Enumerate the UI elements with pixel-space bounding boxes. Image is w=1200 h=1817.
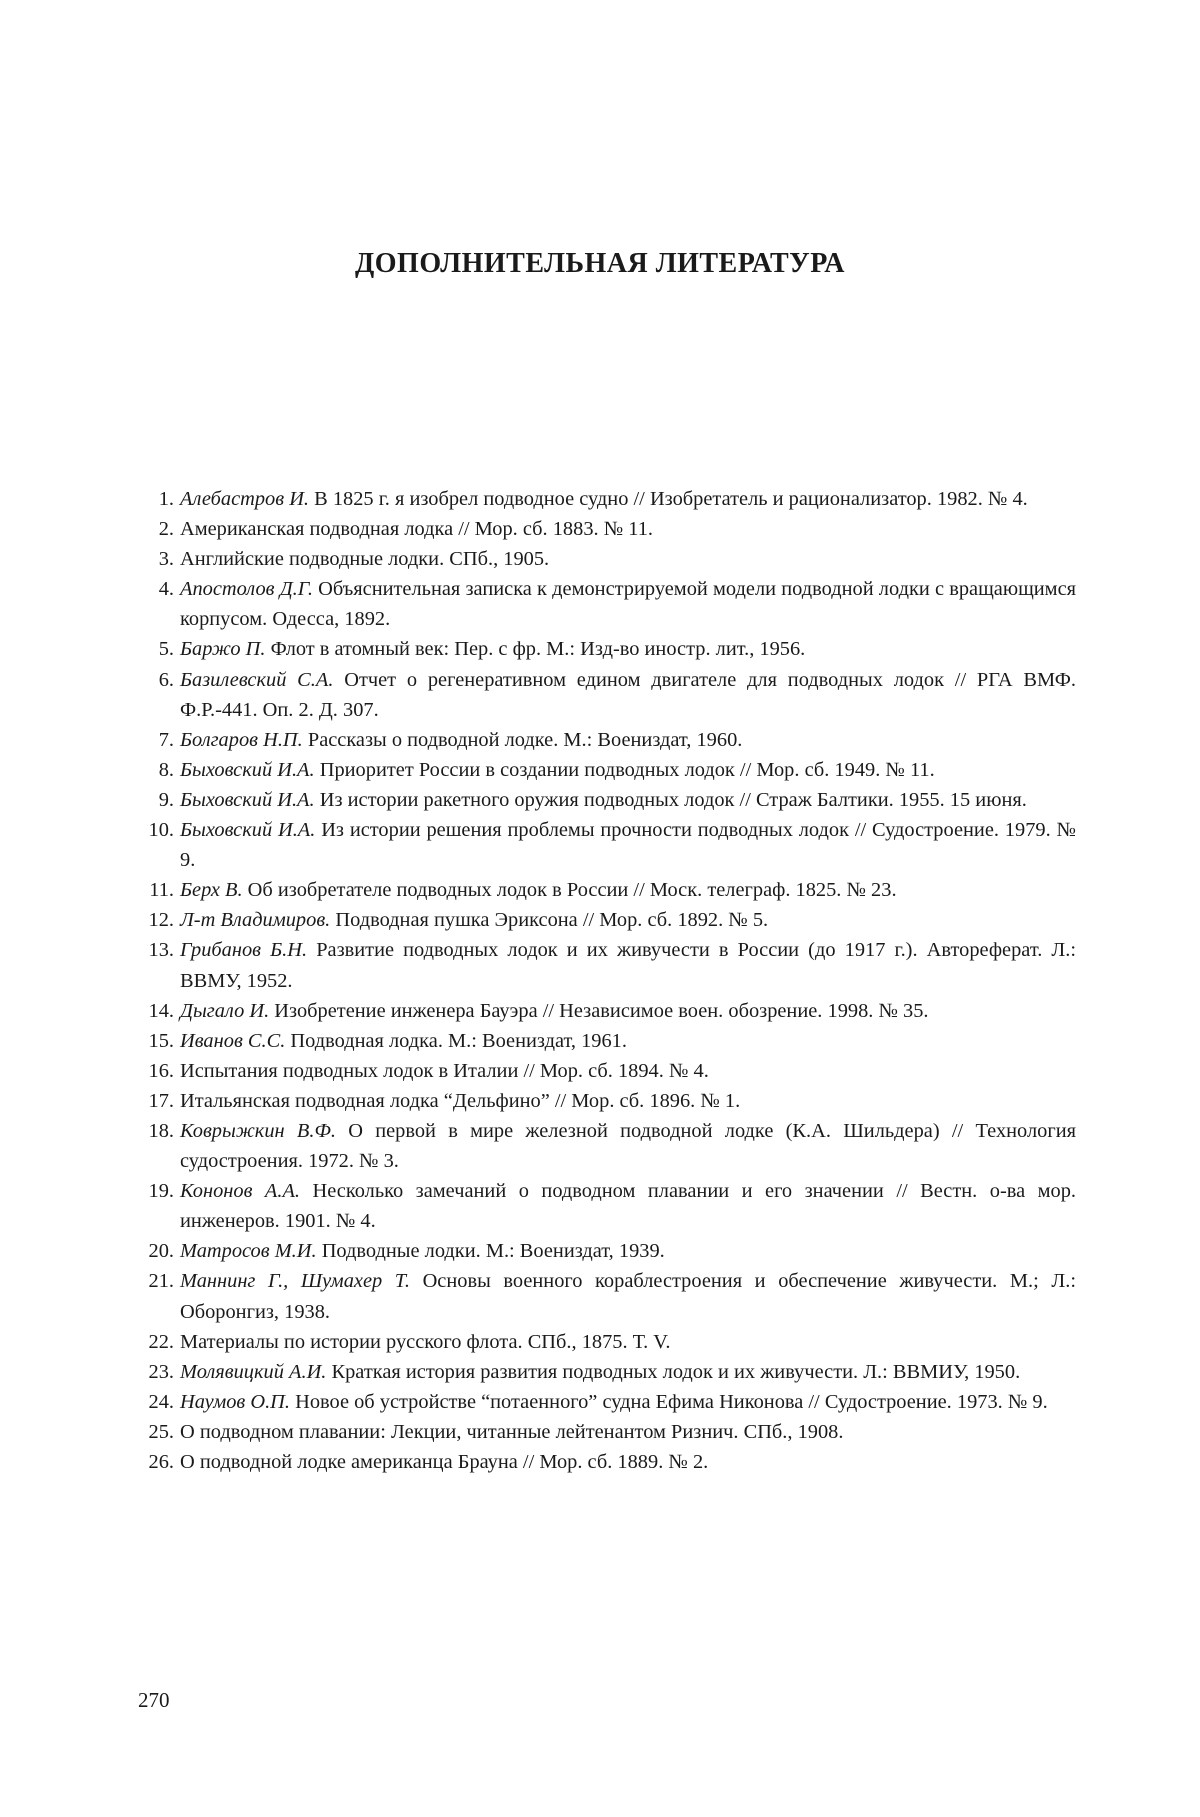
entry-author: Л-т Владимиров. <box>180 909 331 932</box>
entry-text <box>180 574 1076 634</box>
entry-description: О подводной лодке американца Брауна // Мор. сб. 1889. № 2. <box>180 1451 709 1473</box>
entry-description: Об изобретателе подводных лодок в России // Моск. телеграф. 1825. № 23. <box>242 879 897 902</box>
bibliography-entry <box>138 1026 1076 1056</box>
entry-number: 4. <box>158 578 174 601</box>
bibliography-entry <box>138 1357 1076 1387</box>
entry-description: Развитие подводных лодок и их живучести в России (до 1917 г.). Автореферат. Л.: ВВМУ, 1952. <box>180 939 1076 992</box>
bibliography-entry <box>138 785 1076 815</box>
bibliography-list <box>138 484 1076 1477</box>
entry-author: Маннинг Г., Шумахер Т. <box>180 1270 410 1293</box>
entry-description: Основы военного кораблестроения и обеспечение живучести. М.; Л.: Оборонгиз, 1938. <box>180 1270 1076 1323</box>
bibliography-entry <box>138 996 1076 1026</box>
entry-text <box>180 875 1076 905</box>
bibliography-entry <box>138 634 1076 664</box>
entry-number: 8. <box>158 758 174 781</box>
entry-number: 12. <box>148 909 174 932</box>
entry-text <box>180 1266 1076 1326</box>
entry-author: Молявицкий А.И. <box>180 1360 327 1383</box>
entry-description: Американская подводная лодка // Мор. сб. 1883. № 11. <box>180 518 653 541</box>
entry-text <box>180 514 1076 544</box>
entry-author: Иванов С.С. <box>180 1029 286 1052</box>
entry-number: 15. <box>148 1029 174 1052</box>
entry-number: 21. <box>148 1270 174 1293</box>
entry-number: 17. <box>148 1089 174 1112</box>
bibliography-entry <box>138 725 1076 755</box>
entry-number: 10. <box>148 819 174 842</box>
bibliography-entry <box>138 935 1076 995</box>
entry-text <box>180 1417 1076 1447</box>
entry-text <box>180 665 1076 725</box>
entry-description: Подводная лодка. М.: Воениздат, 1961. <box>285 1029 627 1052</box>
entry-description: Испытания подводных лодок в Италии // Мор. сб. 1894. № 4. <box>180 1059 709 1082</box>
entry-text <box>180 1236 1076 1266</box>
entry-description: Объяснительная записка к демонстрируемой модели подводной лодки с вращающимся корпусом. Одесса, 1892. <box>180 578 1077 631</box>
entry-description: Отчет о регенеративном едином двигателе для подводных лодок // РГА ВМФ. Ф.Р.-441. Оп. 2. Д. 307. <box>180 668 1077 721</box>
entry-author: Болгаров Н.П. <box>180 728 303 751</box>
entry-description: Рассказы о подводной лодке. М.: Воениздат, 1960. <box>302 728 743 751</box>
page-number: 270 <box>138 1688 170 1712</box>
entry-text <box>180 634 1076 664</box>
bibliography-entry <box>138 1116 1076 1176</box>
entry-number: 18. <box>148 1119 174 1142</box>
entry-text <box>180 1116 1076 1176</box>
entry-author: Дыгало И. <box>180 999 270 1022</box>
entry-text <box>180 755 1076 785</box>
entry-text <box>180 935 1076 995</box>
bibliography-entry <box>138 1086 1076 1116</box>
entry-text <box>180 1357 1076 1387</box>
entry-description: Изобретение инженера Бауэра // Независимое воен. обозрение. 1998. № 35. <box>269 999 929 1022</box>
entry-description: Из истории решения проблемы прочности подводных лодок // Судостроение. 1979. № 9. <box>180 819 1076 872</box>
bibliography-entry <box>138 755 1076 785</box>
entry-author: Базилевский С.А. <box>180 668 334 691</box>
entry-author: Баржо П. <box>180 638 266 661</box>
entry-description: Английские подводные лодки. СПб., 1905. <box>180 548 550 571</box>
entry-number: 22. <box>148 1330 174 1353</box>
entry-text <box>180 815 1076 875</box>
page-title: ДОПОЛНИТЕЛЬНАЯ ЛИТЕРАТУРА <box>355 248 845 279</box>
entry-text <box>180 785 1076 815</box>
entry-description: В 1825 г. я изобрел подводное судно // Изобретатель и рационализатор. 1982. № 4. <box>309 488 1028 510</box>
entry-number: 5. <box>158 638 174 661</box>
bibliography-entry <box>138 1236 1076 1266</box>
entry-number: 6. <box>158 668 174 691</box>
entry-author: Коврыжкин В.Ф. <box>180 1119 336 1142</box>
entry-number: 23. <box>148 1360 174 1383</box>
bibliography-entry <box>138 514 1076 544</box>
entry-number: 19. <box>148 1180 174 1203</box>
entry-text <box>180 1387 1076 1417</box>
entry-number: 1. <box>158 488 174 510</box>
entry-description: Итальянская подводная лодка “Дельфино” // Мор. сб. 1896. № 1. <box>180 1089 741 1112</box>
bibliography-entry <box>138 1266 1076 1326</box>
entry-description: Приоритет России в создании подводных лодок // Мор. сб. 1949. № 11. <box>314 758 935 781</box>
entry-text <box>180 725 1076 755</box>
entry-description: О подводном плавании: Лекции, читанные лейтенантом Ризнич. СПб., 1908. <box>180 1420 844 1443</box>
entry-number: 26. <box>148 1451 174 1473</box>
entry-number: 9. <box>158 788 174 811</box>
entry-description: Флот в атомный век: Пер. с фр. М.: Изд-во иностр. лит., 1956. <box>265 638 806 661</box>
entry-author: Быховский И.А. <box>180 819 316 842</box>
entry-number: 2. <box>158 518 174 541</box>
entry-number: 14. <box>148 999 174 1022</box>
bibliography-entry <box>138 1176 1076 1236</box>
entry-author: Быховский И.А. <box>180 758 315 781</box>
entry-author: Берх В. <box>180 879 243 902</box>
entry-description: Материалы по истории русского флота. СПб., 1875. Т. V. <box>180 1330 671 1353</box>
bibliography-entry <box>138 815 1076 875</box>
entry-number: 20. <box>148 1240 174 1263</box>
entry-text <box>180 484 1076 514</box>
entry-number: 11. <box>149 879 174 902</box>
entry-author: Грибанов Б.Н. <box>180 939 308 962</box>
entry-number: 25. <box>148 1420 174 1443</box>
bibliography-entry <box>138 1447 1076 1477</box>
entry-author: Кононов А.А. <box>180 1180 301 1203</box>
entry-text <box>180 1086 1076 1116</box>
entry-description: Подводная пушка Эриксона // Мор. сб. 1892. № 5. <box>330 909 769 932</box>
entry-number: 16. <box>148 1059 174 1082</box>
entry-number: 3. <box>158 548 174 571</box>
entry-text <box>180 544 1076 574</box>
entry-number: 13. <box>148 939 174 962</box>
entry-text <box>180 1176 1076 1236</box>
entry-text <box>180 905 1076 935</box>
entry-author: Алебастров И. <box>180 488 310 510</box>
bibliography-entry <box>138 665 1076 725</box>
entry-number: 7. <box>158 728 174 751</box>
bibliography-entry <box>138 484 1076 514</box>
entry-text <box>180 1447 1076 1477</box>
entry-description: Краткая история развития подводных лодок и их живучести. Л.: ВВМИУ, 1950. <box>326 1360 1021 1383</box>
entry-author: Быховский И.А. <box>180 788 315 811</box>
entry-number: 24. <box>148 1390 174 1413</box>
entry-description: Подводные лодки. М.: Воениздат, 1939. <box>316 1240 665 1263</box>
bibliography-entry <box>138 1387 1076 1417</box>
entry-author: Наумов О.П. <box>180 1390 290 1413</box>
bibliography-entry <box>138 1417 1076 1447</box>
entry-text <box>180 1026 1076 1056</box>
bibliography-entry <box>138 544 1076 574</box>
entry-text <box>180 1327 1076 1357</box>
bibliography-entry <box>138 875 1076 905</box>
bibliography-entry <box>138 1327 1076 1357</box>
entry-author: Апостолов Д.Г. <box>180 578 313 601</box>
bibliography-entry <box>138 574 1076 634</box>
entry-text <box>180 1056 1076 1086</box>
entry-description: Новое об устройстве “потаенного” судна Ефима Никонова // Судостроение. 1973. № 9. <box>290 1390 1048 1413</box>
bibliography-entry <box>138 1056 1076 1086</box>
entry-text <box>180 996 1076 1026</box>
entry-author: Матросов М.И. <box>180 1240 317 1263</box>
bibliography-entry <box>138 905 1076 935</box>
entry-description: Несколько замечаний о подводном плавании и его значении // Вестн. о-ва мор. инженеров. 1901. № 4. <box>180 1180 1077 1233</box>
entry-description: О первой в мире железной подводной лодке (К.А. Шильдера) // Технология судостроения. 1972. № 3. <box>180 1119 1077 1173</box>
entry-description: Из истории ракетного оружия подводных лодок // Страж Балтики. 1955. 15 июня. <box>314 788 1027 811</box>
